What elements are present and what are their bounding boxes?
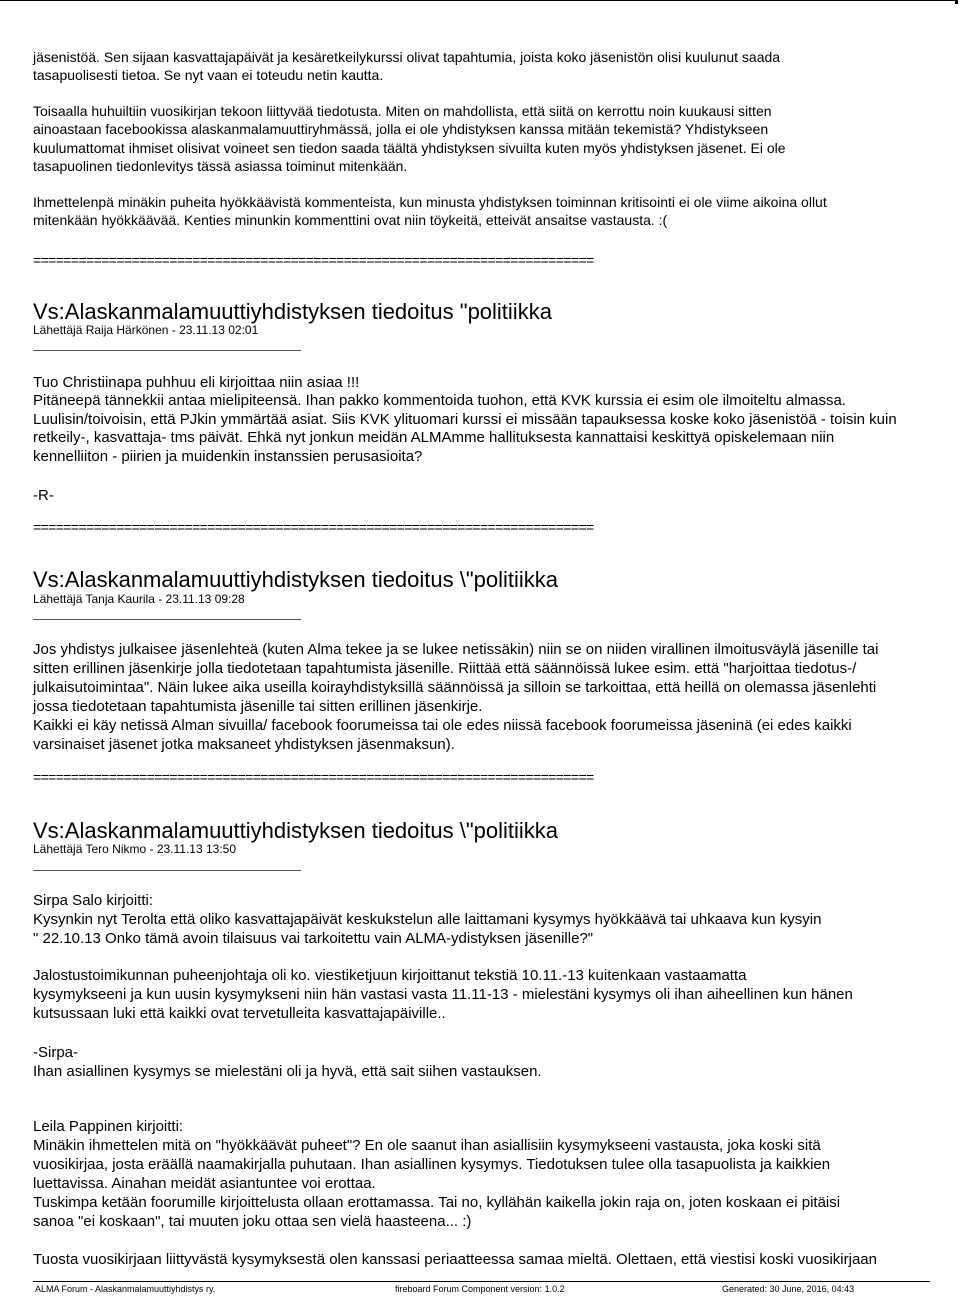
post-meta: Lähettäjä Tero Nikmo - 23.11.13 13:50 [33, 842, 237, 856]
quote-author: Leila Pappinen kirjoitti: [33, 1118, 184, 1135]
post-signature: -Sirpa- [33, 1044, 79, 1061]
separator: ========================================================================== [33, 519, 594, 535]
footer-component-version: fireboard Forum Component version: 1.0.2 [395, 1284, 565, 1294]
post-line: kysymykseeni ja kun uusin kysymykseni niin hän vastasi vasta 11.11-13 - mielestäni kysymys oli ihan aiheellinen kun hänen [33, 986, 853, 1003]
intro-p1-line: tasapuolisesti tietoa. Se nyt vaan ei toteudu netin kautta. [33, 67, 384, 83]
intro-p2-line: ainoastaan facebookissa alaskanmalamuuttiryhmässä, jolla ei ole yhdistyksen kanssa mitään tekemistä? Yhdistykseen [33, 121, 769, 137]
post-line: kennelliiton - piirien ja muidenkin instanssien perusasioita? [33, 448, 423, 465]
intro-p2-line: tasapuolinen tiedonlevitys tässä asiassa toiminut mitenkään. [33, 158, 408, 174]
post-line: Kysynkin nyt Terolta että oliko kasvattajapäivät keskukstelun alle laittamani kysymys hyökkäävä tai uhkaava kun kysyin [33, 911, 822, 928]
post-line: Jos yhdistys julkaisee jäsenlehteä (kuten Alma tekee ja se lukee netissäkin) niin se on niiden virallinen ilmoitusväylä jäsenille tai [33, 641, 879, 658]
intro-p2-line: Toisaalla huhuiltiin vuosikirjan tekoon liittyvää tiedotusta. Miten on mahdollista, että siitä on kerrottu noin kuukausi sitten [33, 103, 772, 119]
post-line: Minäkin ihmettelen mitä on "hyökkäävät puheet"? En ole saanut ihan asiallisiin kysymykseeni vastausta, joka koski sitä [33, 1137, 821, 1154]
post-rule [33, 350, 301, 351]
separator: ========================================================================== [33, 252, 594, 268]
post-line: " 22.10.13 Onko tämä avoin tilaisuus vai tarkoitettu vain ALMA-ydistyksen jäsenille?" [33, 930, 594, 947]
footer-generated-date: Generated: 30 June, 2016, 04:43 [722, 1284, 855, 1294]
post-line: vuosikirjaa, josta eräällä naamakirjalla puhutaan. Ihan asiallinen kysymys. Tiedotuksen tulee olla tasapuolista ja kaikkien [33, 1156, 831, 1173]
post-line: julkaisutoimintaa". Näin lukee aika useilla koirayhdistyksillä säännöissä ja silloin se tarkoittaa, että heillä on olemassa jäsenlehti [33, 679, 877, 696]
footer-site-name: ALMA Forum - Alaskanmalamuuttiyhdistys ry. [35, 1284, 216, 1294]
post-line: Jalostustoimikunnan puheenjohtaja oli ko. viestiketjuun kirjoittanut tekstiä 10.11.-13 kuitenkaan vastaamatta [33, 967, 747, 984]
post-title: Vs:Alaskanmalamuuttiyhdistyksen tiedoitus \"politiikka [33, 567, 559, 592]
post-line: sanoa "ei koskaan", tai muuten joku ottaa sen vielä haasteena... :) [33, 1213, 472, 1230]
intro-p3-line: Ihmettelenpä minäkin puheita hyökkäävistä kommenteista, kun minusta yhdistyksen toiminnan kritisointi ei ole viime aikoina ollut [33, 194, 827, 210]
post-rule [33, 870, 301, 871]
post-signature: -R- [33, 487, 54, 504]
post-line: Luulisin/toivoisin, että PJkin ymmärtää asiat. Siis KVK ylituomari kurssi ei missään tapauksessa koske koko jäsenistöä - toisin kuin [33, 411, 897, 428]
post-line: jossa tiedotetaan tapahtumista jäsenille tai sitten erillinen jäsenkirje. [33, 698, 483, 715]
post-meta: Lähettäjä Tanja Kaurila - 23.11.13 09:28 [33, 592, 245, 606]
post-line: Kaikki ei käy netissä Alman sivuilla/ facebook foorumeissa tai ole edes niissä facebook foorumeissa jäseninä (ei edes kaikki [33, 717, 852, 734]
post-line: Tuskimpa ketään foorumille kirjoittelusta ollaan erottamassa. Tai no, kyllähän kaikella jokin raja on, joten koskaan ei pitäisi [33, 1194, 841, 1211]
separator: ========================================================================== [33, 769, 594, 785]
post-line: retkeily-, kasvattaja- tms päivät. Ehkä nyt jonkun meidän ALMAmme hallituksesta kannattaisi keskittyä opiskelemaan niin [33, 429, 835, 446]
footer-rule [33, 1281, 930, 1282]
post-line: kutsussaan luki että kaikki ovat tervetulleita kasvattajapäiville.. [33, 1005, 446, 1022]
post-line: luettavissa. Ainahan meidät asiantuntee voi erottaa. [33, 1175, 376, 1192]
post-title: Vs:Alaskanmalamuuttiyhdistyksen tiedoitus \"politiikka [33, 818, 559, 843]
post-rule [33, 619, 301, 620]
post-line: Tuosta vuosikirjaan liittyvästä kysymyksestä olen kanssasi periaatteessa samaa mieltä. Olettaen, että viestisi koski vuosikirjaan [33, 1251, 877, 1268]
post-meta: Lähettäjä Raija Härkönen - 23.11.13 02:01 [33, 323, 259, 337]
top-corner-mark [955, 0, 958, 4]
post-line: Ihan asiallinen kysymys se mielestäni oli ja hyvä, että sait siihen vastauksen. [33, 1063, 542, 1080]
post-line: varsinaiset jäsenet jotka maksaneet yhdistyksen jäsenmaksun). [33, 736, 455, 753]
post-line: sitten erillinen jäsenkirje jolla tiedotetaan tapahtumista jäsenille. Riittää että säännöissä lukee esim. että "harjoittaa tiedotus-/ [33, 660, 857, 677]
quote-author: Sirpa Salo kirjoitti: [33, 892, 154, 909]
intro-p2-line: kuulumattomat ihmiset olisivat voineet sen tiedon saada täältä yhdistyksen sivuilta kuten myös yhdistyksen jäsenet. Ei ole [33, 140, 786, 156]
intro-p3-line: mitenkään hyökkäävää. Kenties minunkin kommenttini ovat niin töykeitä, etteivät ansaitse vastausta. :( [33, 212, 668, 228]
top-border [0, 0, 955, 1]
post-line: Tuo Christiinapa puhhuu eli kirjoittaa niin asiaa !!! [33, 374, 360, 391]
post-title: Vs:Alaskanmalamuuttiyhdistyksen tiedoitus "politiikka [33, 299, 552, 324]
intro-p1-line: jäsenistöä. Sen sijaan kasvattajapäivät ja kesäretkeilykurssi olivat tapahtumia, joista koko jäsenistön olisi kuulunut saada [33, 49, 781, 65]
post-line: Pitäneepä tännekkii antaa mielipiteensä. Ihan pakko kommentoida tuohon, että KVK kurssia ei esim ole ilmoiteltu almassa. [33, 392, 846, 409]
